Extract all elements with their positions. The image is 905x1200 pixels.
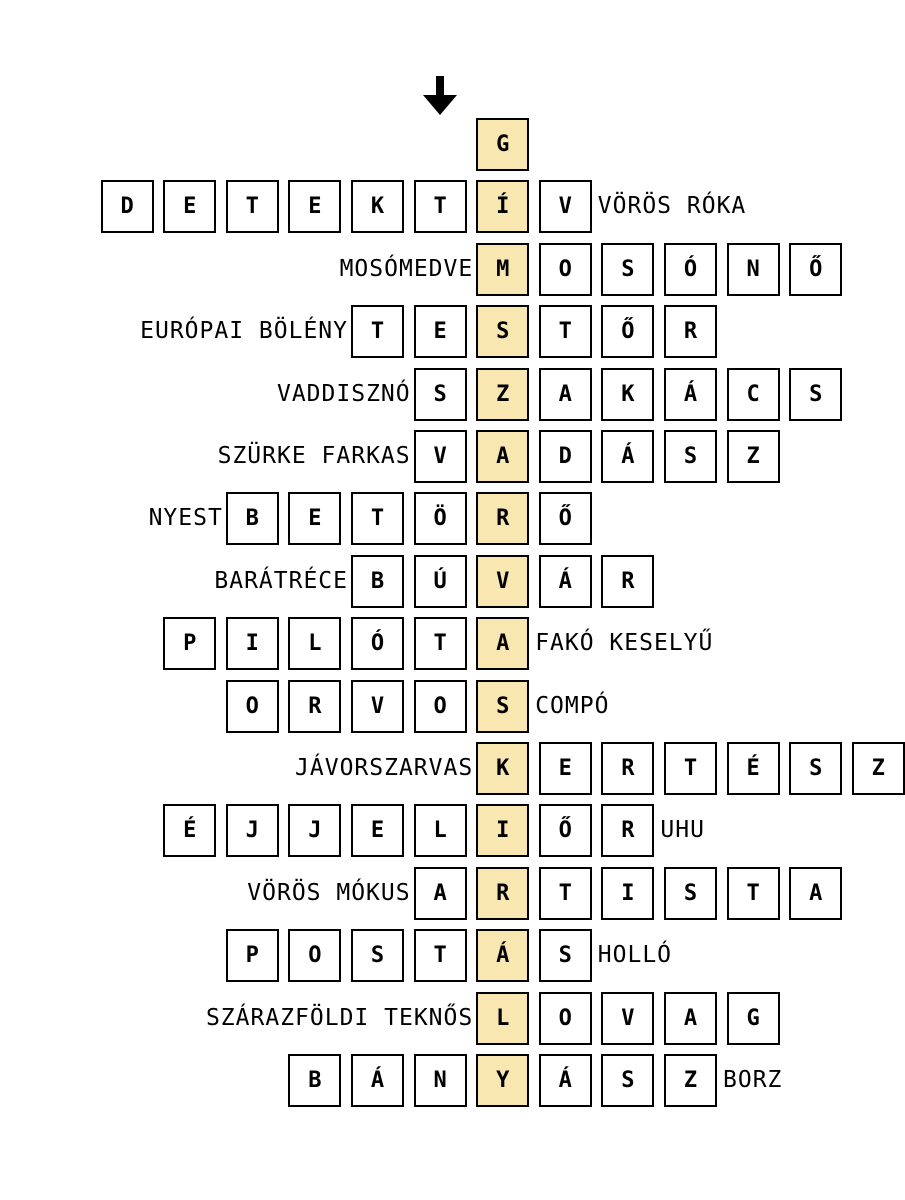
letter-cell: I — [601, 867, 654, 920]
letter-cell: R — [601, 742, 654, 795]
letter-cell: S — [601, 243, 654, 296]
letter-cell: B — [351, 555, 404, 608]
clue-label: COMPÓ — [535, 692, 610, 719]
solution-cell: A — [476, 617, 529, 670]
letter-cell: K — [351, 180, 404, 233]
letter-cell: Ő — [539, 804, 592, 857]
letter-cell: Z — [727, 430, 780, 483]
clue-label: JÁVORSZARVAS — [295, 755, 474, 781]
letter-cell: A — [414, 867, 467, 920]
letter-cell: T — [351, 492, 404, 545]
solution-cell: R — [476, 867, 529, 920]
letter-cell: T — [414, 180, 467, 233]
letter-cell: O — [288, 929, 341, 982]
letter-cell: V — [351, 680, 404, 733]
clue-label: MOSÓMEDVE — [339, 255, 474, 282]
letter-cell: E — [414, 305, 467, 358]
letter-cell: R — [601, 555, 654, 608]
letter-cell: L — [288, 617, 341, 670]
letter-cell: Ö — [414, 492, 467, 545]
letter-cell: T — [539, 867, 592, 920]
letter-cell: R — [601, 804, 654, 857]
letter-cell: Ő — [789, 243, 842, 296]
letter-cell: N — [414, 1054, 467, 1107]
letter-cell: T — [664, 742, 717, 795]
letter-cell: Á — [351, 1054, 404, 1107]
clue-label: NYEST — [148, 505, 223, 532]
letter-cell: S — [789, 368, 842, 421]
solution-cell: S — [476, 305, 529, 358]
letter-cell: V — [601, 992, 654, 1045]
clue-label: FAKÓ KESELYŰ — [535, 630, 714, 657]
solution-cell: V — [476, 555, 529, 608]
letter-cell: R — [288, 680, 341, 733]
letter-cell: E — [163, 180, 216, 233]
letter-cell: Ú — [414, 555, 467, 608]
clue-label: VÖRÖS MÓKUS — [247, 879, 411, 906]
letter-cell: O — [414, 680, 467, 733]
letter-cell: K — [601, 368, 654, 421]
letter-cell: E — [351, 804, 404, 857]
letter-cell: N — [727, 243, 780, 296]
letter-cell: Z — [852, 742, 905, 795]
letter-cell: Ó — [351, 617, 404, 670]
letter-cell: T — [414, 929, 467, 982]
solution-cell: Z — [476, 368, 529, 421]
letter-cell: G — [727, 992, 780, 1045]
letter-cell: B — [288, 1054, 341, 1107]
solution-cell: G — [476, 118, 529, 171]
letter-cell: D — [539, 430, 592, 483]
letter-cell: T — [226, 180, 279, 233]
letter-cell: Ó — [664, 243, 717, 296]
letter-cell: S — [664, 867, 717, 920]
clue-label: EURÓPAI BÖLÉNY — [140, 318, 348, 345]
letter-cell: S — [664, 430, 717, 483]
letter-cell: B — [226, 492, 279, 545]
solution-cell: Á — [476, 929, 529, 982]
letter-cell: Á — [664, 368, 717, 421]
letter-cell: D — [101, 180, 154, 233]
letter-cell: O — [226, 680, 279, 733]
clue-label: SZÁRAZFÖLDI TEKNŐS — [205, 1004, 474, 1031]
letter-cell: P — [226, 929, 279, 982]
letter-cell: Ő — [601, 305, 654, 358]
letter-cell: S — [351, 929, 404, 982]
letter-cell: V — [414, 430, 467, 483]
letter-cell: É — [727, 742, 780, 795]
letter-cell: Ő — [539, 492, 592, 545]
letter-cell: S — [789, 742, 842, 795]
letter-cell: J — [288, 804, 341, 857]
clue-label: VÖRÖS RÓKA — [597, 193, 747, 220]
solution-cell: Í — [476, 180, 529, 233]
clue-label: VADDISZNÓ — [276, 380, 411, 407]
letter-cell: C — [727, 368, 780, 421]
letter-cell: T — [414, 617, 467, 670]
letter-cell: É — [163, 804, 216, 857]
solution-cell: I — [476, 804, 529, 857]
solution-cell: K — [476, 742, 529, 795]
letter-cell: S — [539, 929, 592, 982]
clue-label: BARÁTRÉCE — [214, 567, 348, 594]
clue-label: UHU — [660, 817, 705, 844]
letter-cell: E — [288, 180, 341, 233]
letter-cell: V — [539, 180, 592, 233]
solution-cell: R — [476, 492, 529, 545]
solution-cell: S — [476, 680, 529, 733]
letter-cell: Z — [664, 1054, 717, 1107]
letter-cell: A — [789, 867, 842, 920]
solution-cell: L — [476, 992, 529, 1045]
letter-cell: S — [414, 368, 467, 421]
letter-cell: A — [664, 992, 717, 1045]
clue-label: BORZ — [723, 1067, 783, 1093]
letter-cell: A — [539, 368, 592, 421]
letter-cell: T — [351, 305, 404, 358]
clue-label: SZÜRKE FARKAS — [217, 443, 411, 469]
solution-cell: M — [476, 243, 529, 296]
letter-cell: I — [226, 617, 279, 670]
letter-cell: P — [163, 617, 216, 670]
letter-cell: Á — [539, 555, 592, 608]
solution-cell: A — [476, 430, 529, 483]
letter-cell: S — [601, 1054, 654, 1107]
arrow-down-icon — [421, 76, 459, 116]
clue-label: HOLLÓ — [597, 942, 673, 969]
letter-cell: O — [539, 992, 592, 1045]
letter-cell: T — [539, 305, 592, 358]
solution-cell: Y — [476, 1054, 529, 1107]
letter-cell: R — [664, 305, 717, 358]
letter-cell: Á — [539, 1054, 592, 1107]
letter-cell: J — [226, 804, 279, 857]
letter-cell: E — [539, 742, 592, 795]
letter-cell: O — [539, 243, 592, 296]
letter-cell: L — [414, 804, 467, 857]
letter-cell: E — [288, 492, 341, 545]
letter-cell: T — [727, 867, 780, 920]
letter-cell: Á — [601, 430, 654, 483]
